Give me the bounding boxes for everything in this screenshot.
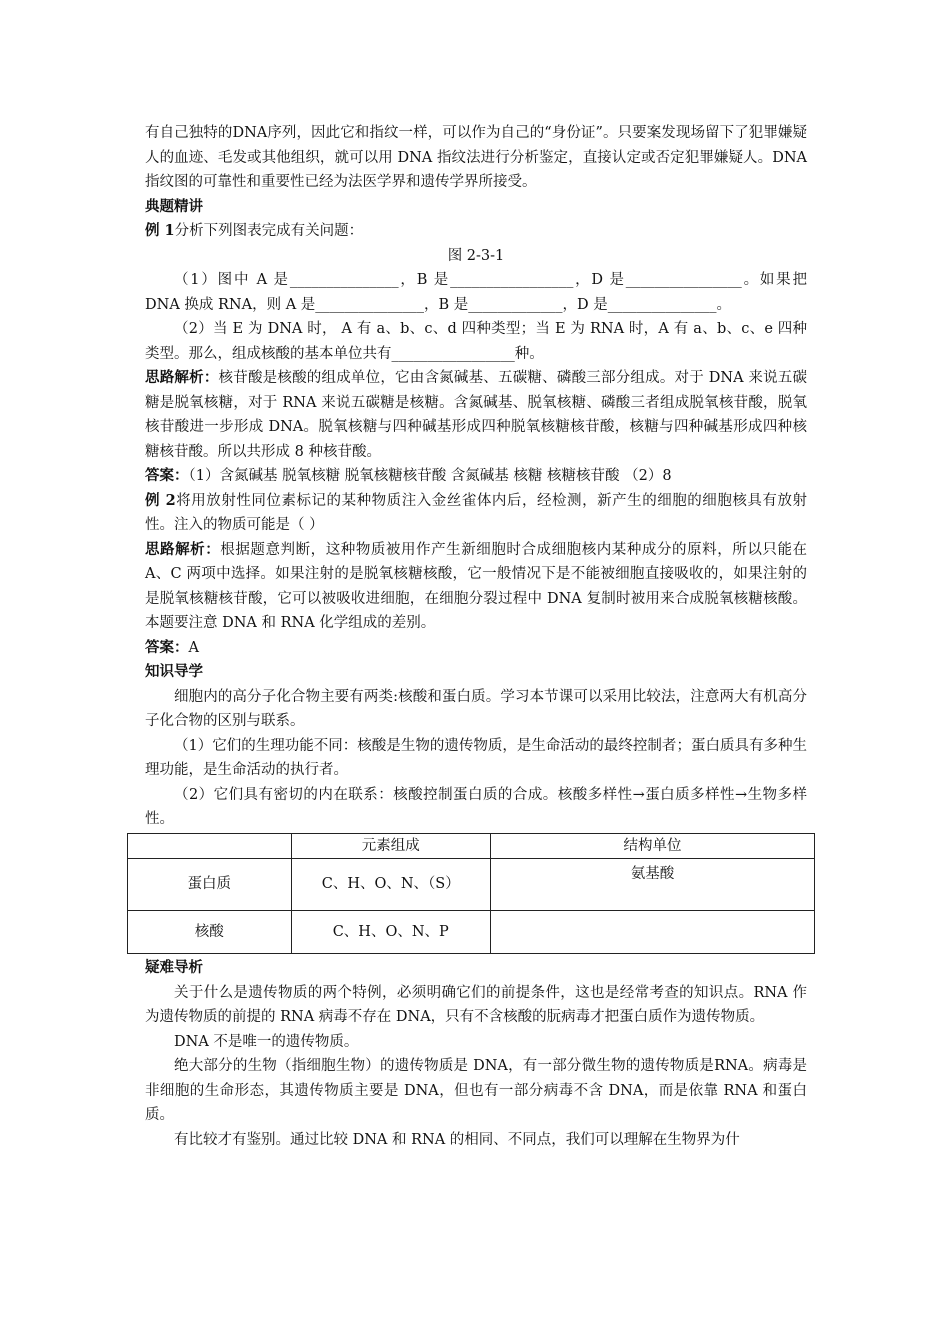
example1-answer-text: （1）含氮碱基 脱氧核糖 脱氧核糖核苷酸 含氮碱基 核糖 核糖核苷酸 （2）8 [188, 468, 672, 484]
section-heading-difficult: 疑难导析 [145, 959, 203, 976]
figure-caption: 图 2-3-1 [447, 247, 505, 264]
table-cell: C、H、O、N、P [291, 911, 490, 954]
guide-paragraph-1: 细胞内的高分子化合物主要有两类:核酸和蛋白质。学习本节课可以采用比较法，注意两大有机高分子化合物的区别与联系。 [145, 688, 807, 729]
example1-question-text: 分析下列图表完成有关问题： [174, 223, 364, 239]
difficult-paragraph-3: 绝大部分的生物（指细胞生物）的遗传物质是 DNA，有一部分微生物的遗传物质是RNA。病毒是非细胞的生命形态，其遗传物质主要是 DNA，但也有一部分病毒不含 DNA，而是依靠 RNA 和蛋白质。 [145, 1058, 807, 1123]
table-header-cell: 元素组成 [291, 833, 490, 859]
example1-analysis [145, 366, 807, 464]
table-row [128, 911, 815, 954]
example2-analysis-label: 思路解析： [145, 540, 221, 558]
intro-paragraph: 有自己独特的DNA序列，因此它和指纹一样，可以作为自己的“身份证”。只要案发现场留下了犯罪嫌疑人的血迹、毛发或其他组织，就可以用 DNA 指纹法进行分析鉴定，直接认定或否定犯罪嫌疑人。DNA 指纹图的可靠性和重要性已经为法医学界和遗传学界所接受。 [145, 125, 807, 190]
example1-answer-label: 答案： [145, 467, 189, 484]
comparison-table [127, 833, 815, 955]
table-row [128, 859, 815, 911]
difficult-paragraph-4: 有比较才有鉴别。通过比较 DNA 和 RNA 的相同、不同点，我们可以理解在生物界为什 [174, 1131, 740, 1148]
example2-answer [145, 636, 807, 661]
example2-analysis-text: 根据题意判断，这种物质被用作产生新细胞时合成细胞核内某种成分的原料，所以只能在 A、C 两项中选择。如果注射的是脱氧核糖核酸，它一般情况下是不能被细胞直接吸收的，如果注射的是脱氧核糖核苷酸，它可以被吸收进细胞，在细胞分裂过程中 DNA 复制时被用来合成脱氧核糖核酸。本题要注意 DNA 和 RNA 化学组成的差别。 [145, 541, 808, 631]
section-heading-typical: 典题精讲 [145, 197, 203, 215]
example2-question [145, 489, 807, 538]
table-header-cell: 结构单位 [490, 833, 814, 859]
table-cell [490, 911, 814, 954]
table-header-cell [128, 833, 292, 859]
example1-subquestion-1: （1）图中 A 是_______________，B 是_________________，D 是________________。如果把 DNA 换成 RNA，则 A 是_______________，B 是_____________，D 是_______________。 [145, 272, 807, 313]
difficult-paragraph-2: DNA 不是唯一的遗传物质。 [174, 1033, 359, 1050]
table-cell: 核酸 [128, 911, 292, 954]
example2-label: 例 2 [145, 491, 176, 509]
example2-answer-text: A [188, 639, 199, 656]
example2-analysis [145, 538, 807, 636]
guide-paragraph-3: （2）它们具有密切的内在联系：核酸控制蛋白质的合成。核酸多样性→蛋白质多样性→生物多样性。 [145, 786, 807, 827]
difficult-paragraph-1: 关于什么是遗传物质的两个特例，必须明确它们的前提条件，这也是经常考查的知识点。RNA 作为遗传物质的前提的 RNA 病毒不存在 DNA，只有不含核酸的朊病毒才把蛋白质作为遗传物质。 [145, 984, 807, 1025]
example1-question [145, 219, 807, 244]
table-header-row [128, 833, 815, 859]
example1-analysis-text: 核苷酸是核酸的组成单位，它由含氮碱基、五碳糖、磷酸三部分组成。对于 DNA 来说五碳糖是脱氧核糖，对于 RNA 来说五碳糖是核糖。含氮碱基、脱氧核糖、磷酸三者组成脱氧核苷酸，脱氧核苷酸进一步形成 DNA。脱氧核糖与四种碱基形成四种脱氧核糖核苷酸，核糖与四种碱基形成四种核糖核苷酸。所以共形成 8 种核苷酸。 [145, 370, 807, 460]
example2-answer-label: 答案： [145, 638, 189, 656]
document-page [145, 121, 807, 1152]
section-heading-guide: 知识导学 [145, 663, 203, 680]
table-cell: 氨基酸 [490, 859, 814, 911]
example1-subquestion-2: （2）当 E 为 DNA 时， A 有 a、b、c、d 四种类型；当 E 为 RNA 时，A 有 a、b、c、e 四种类型。那么，组成核酸的基本单位共有_________________种。 [145, 321, 807, 362]
table-cell: C、H、O、N、（S） [291, 859, 490, 911]
table-cell: 蛋白质 [128, 859, 292, 911]
example1-label: 例 1 [145, 222, 175, 239]
example2-question-text: 将用放射性同位素标记的某种物质注入金丝雀体内后，经检测，新产生的细胞的细胞核具有放射性。注入的物质可能是（ ） [145, 492, 807, 533]
example1-answer [145, 464, 807, 489]
guide-paragraph-2: （1）它们的生理功能不同：核酸是生物的遗传物质，是生命活动的最终控制者；蛋白质具有多种生理功能，是生命活动的执行者。 [145, 737, 807, 778]
example1-analysis-label: 思路解析： [145, 369, 219, 386]
